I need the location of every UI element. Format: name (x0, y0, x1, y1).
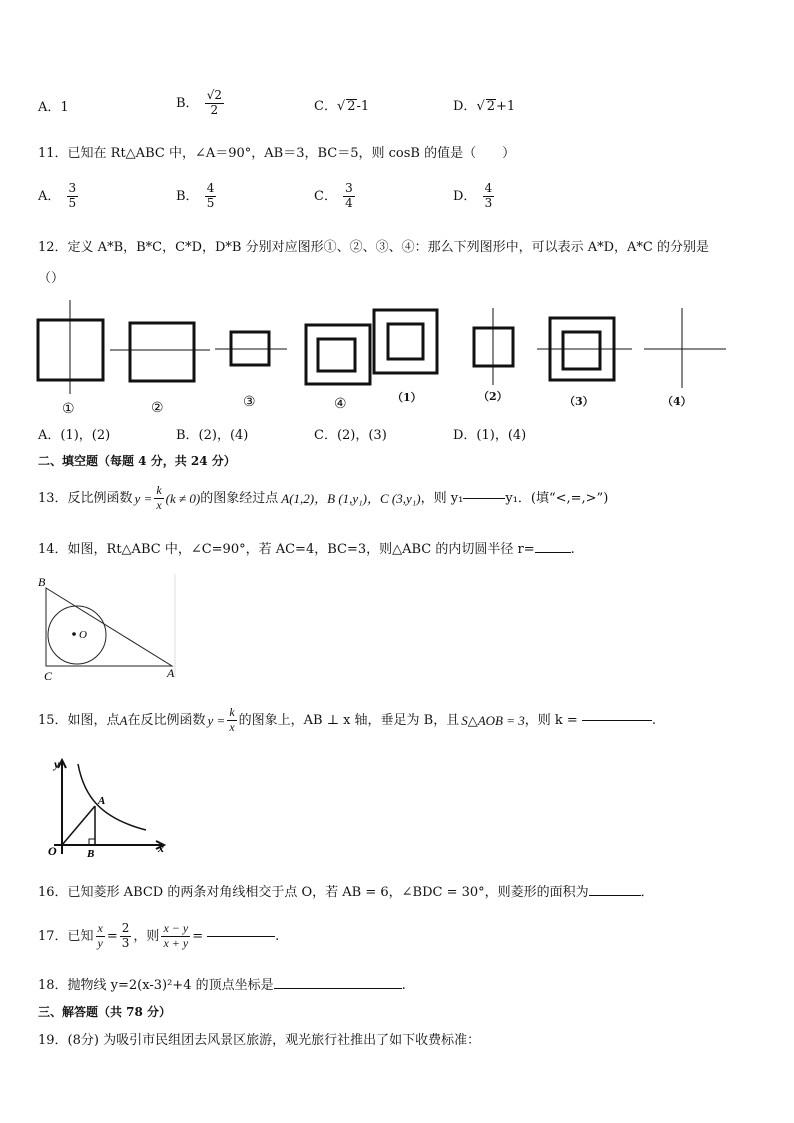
q11-stem: 11．已知在 Rt△ABC 中，∠A＝90°，AB＝3，BC＝5，则 cosB 的值是（ ） (38, 146, 516, 161)
center-dot (72, 632, 76, 636)
q13-point-a: A(1,2) (281, 490, 315, 506)
q11-d-num: 4 (484, 181, 493, 195)
q10-option-d: D．√ 2+1 (453, 99, 516, 114)
q12-option-d: D．(1)，(4) (453, 428, 527, 443)
q11-option-a (38, 182, 80, 211)
q10-b-label: B． (176, 95, 199, 111)
q15-answer-blank[interactable] (582, 720, 652, 721)
q15-mid2: 的图象上，AB ⊥ x 轴，垂足为 B，且 (238, 712, 460, 728)
q13-lead: 13．反比例函数 (38, 490, 133, 506)
q10-b-fraction (205, 89, 224, 118)
q14-figure (34, 574, 182, 682)
label-o: O (48, 844, 57, 858)
q17-f1-num: x (97, 921, 103, 935)
q13-point-c: ，C (3,y₁) (367, 490, 421, 506)
section-2-heading: 二、填空题（每题 4 分，共 24 分） (38, 454, 236, 468)
q14-answer-blank[interactable] (535, 552, 571, 553)
q17-f1-den: y (97, 935, 103, 950)
q10-option-a: A．1 (38, 100, 69, 115)
q15-point-a: A (119, 712, 128, 728)
q12-paren: （） (38, 271, 65, 286)
q10-d-label: D． (453, 99, 477, 114)
q17-end: . (275, 928, 280, 944)
label-b: B (38, 575, 46, 589)
q10-c-label: C． (314, 99, 337, 114)
q11-d-den: 3 (484, 195, 493, 210)
q10-c-root: 2 (347, 99, 356, 114)
fig-label-1: ① (62, 401, 75, 417)
fig-1-outer (374, 310, 437, 373)
q13-then: ，则 y₁ (420, 490, 464, 506)
q13-mid: 的图象经过点 (200, 490, 279, 506)
q11-a-den: 5 (68, 195, 77, 210)
q12-option-c: C．(2)，(3) (314, 428, 387, 443)
q15-mid1: 在反比例函数 (127, 712, 206, 728)
q19-stem: 19．(8分) 为吸引市民组团去风景区旅游，观光旅行社推出了如下收费标准： (38, 1033, 481, 1048)
q12-option-a: A．(1)，(2) (38, 428, 111, 443)
q13-tail: y₁．(填“<,=,>”) (505, 490, 609, 506)
q11-b-label: B． (176, 188, 199, 204)
fig-label-p2: （2） (478, 390, 508, 403)
q15-end: . (651, 712, 656, 728)
q15-lead: 15．如图，点 (38, 712, 120, 728)
q13-func-y: y = (134, 490, 153, 506)
q17-eq2: = (192, 928, 204, 944)
q17-f3-num: x − y (163, 921, 189, 935)
fig-1-inner (388, 324, 423, 359)
fig4-inner (318, 339, 355, 371)
fig2-rect (130, 323, 194, 381)
q16-end: ． (640, 885, 654, 900)
label-o: O (79, 629, 87, 641)
q12-option-b: B．(2)，(4) (176, 428, 249, 443)
label-c: C (44, 669, 53, 682)
q15-func-y: y = (207, 712, 226, 728)
q18-stem: 18．抛物线 y=2(x-3)²+4 的顶点坐标是 (38, 978, 274, 993)
q12-stem: 12．定义 A*B，B*C，C*D，D*B 分别对应图形①、②、③、④：那么下列图形中，可以表示 A*D，A*C 的分别是 (38, 240, 710, 255)
fig-label-4: ④ (334, 396, 347, 412)
q17-answer-blank[interactable] (207, 936, 275, 937)
q11-a-num: 3 (68, 181, 77, 195)
q10-d-root: 2 (486, 99, 496, 114)
q15-func-num: k (229, 705, 235, 719)
q11-d-label: D． (453, 188, 477, 204)
q14-end: . (570, 542, 575, 557)
q17-eq1: = (106, 928, 118, 944)
q17-then: ，则 (133, 928, 160, 944)
q10-b-num: √2 (206, 88, 222, 102)
q11-c-label: C． (314, 188, 337, 204)
q17-f3-den: x + y (163, 935, 189, 950)
fig4-outer (306, 325, 370, 384)
q13 (38, 484, 608, 513)
q18-end: . (401, 978, 406, 993)
q14-stem-line (38, 543, 575, 556)
q18-line (38, 979, 406, 992)
q11-b-den: 5 (206, 195, 215, 210)
label-y: y (54, 757, 60, 771)
q13-point-b: ，B (1,y₁) (314, 490, 368, 506)
fig-label-p3: （3） (564, 395, 594, 408)
q16-stem: 16．已知菱形 ABCD 的两条对角线相交于点 O，若 AB = 6，∠BDC = 30°，则菱形的面积为 (38, 885, 589, 900)
q11-a-label: A． (38, 188, 61, 204)
label-b: B (87, 848, 95, 860)
q17-f2-den: 3 (121, 935, 130, 950)
q17-lead: 17．已知 (38, 928, 94, 944)
fig-label-2: ② (151, 400, 164, 416)
q15-func-den: x (229, 719, 235, 734)
q11-c-den: 4 (345, 195, 353, 210)
q11-option-d (453, 182, 496, 211)
q13-func-num: k (156, 483, 162, 497)
q10-c-tail: -1 (356, 99, 370, 114)
q16-line (38, 886, 654, 899)
q10-option-b (176, 89, 226, 118)
q11-b-num: 4 (206, 181, 215, 195)
label-x: x (158, 841, 164, 855)
q13-answer-blank[interactable] (463, 498, 505, 499)
q13-cond: (k ≠ 0) (165, 490, 201, 506)
q16-answer-blank[interactable] (589, 895, 641, 896)
q15-area: S△AOB = 3 (461, 712, 525, 728)
q14-stem: 14．如图，Rt△ABC 中，∠C=90°，若 AC=4，BC=3，则△ABC 的内切圆半径 r= (38, 542, 535, 557)
fig-label-p1: （1） (392, 391, 422, 404)
q10-option-c: C．√ 2-1 (314, 99, 370, 114)
q15-then: ，则 k = (524, 712, 578, 728)
q11-option-b (176, 182, 218, 211)
label-a: A (98, 795, 106, 807)
q13-func-den: x (156, 497, 162, 512)
q15 (38, 706, 656, 735)
section-3-heading: 三、解答题（共 78 分） (38, 1005, 172, 1019)
label-a: A (167, 666, 175, 680)
q10-b-den: 2 (210, 102, 219, 117)
fig-label-p4: （4） (662, 395, 692, 408)
q11-option-c (314, 182, 357, 211)
q18-answer-blank[interactable] (274, 988, 402, 989)
q15-figure (40, 756, 170, 860)
hyperbola (78, 764, 146, 830)
q17 (38, 922, 279, 951)
fig-3-inner (563, 332, 600, 369)
q17-f2-num: 2 (121, 921, 130, 935)
q10-d-tail: +1 (496, 99, 516, 114)
fig-label-3: ③ (243, 394, 256, 410)
q11-c-num: 3 (345, 181, 353, 195)
